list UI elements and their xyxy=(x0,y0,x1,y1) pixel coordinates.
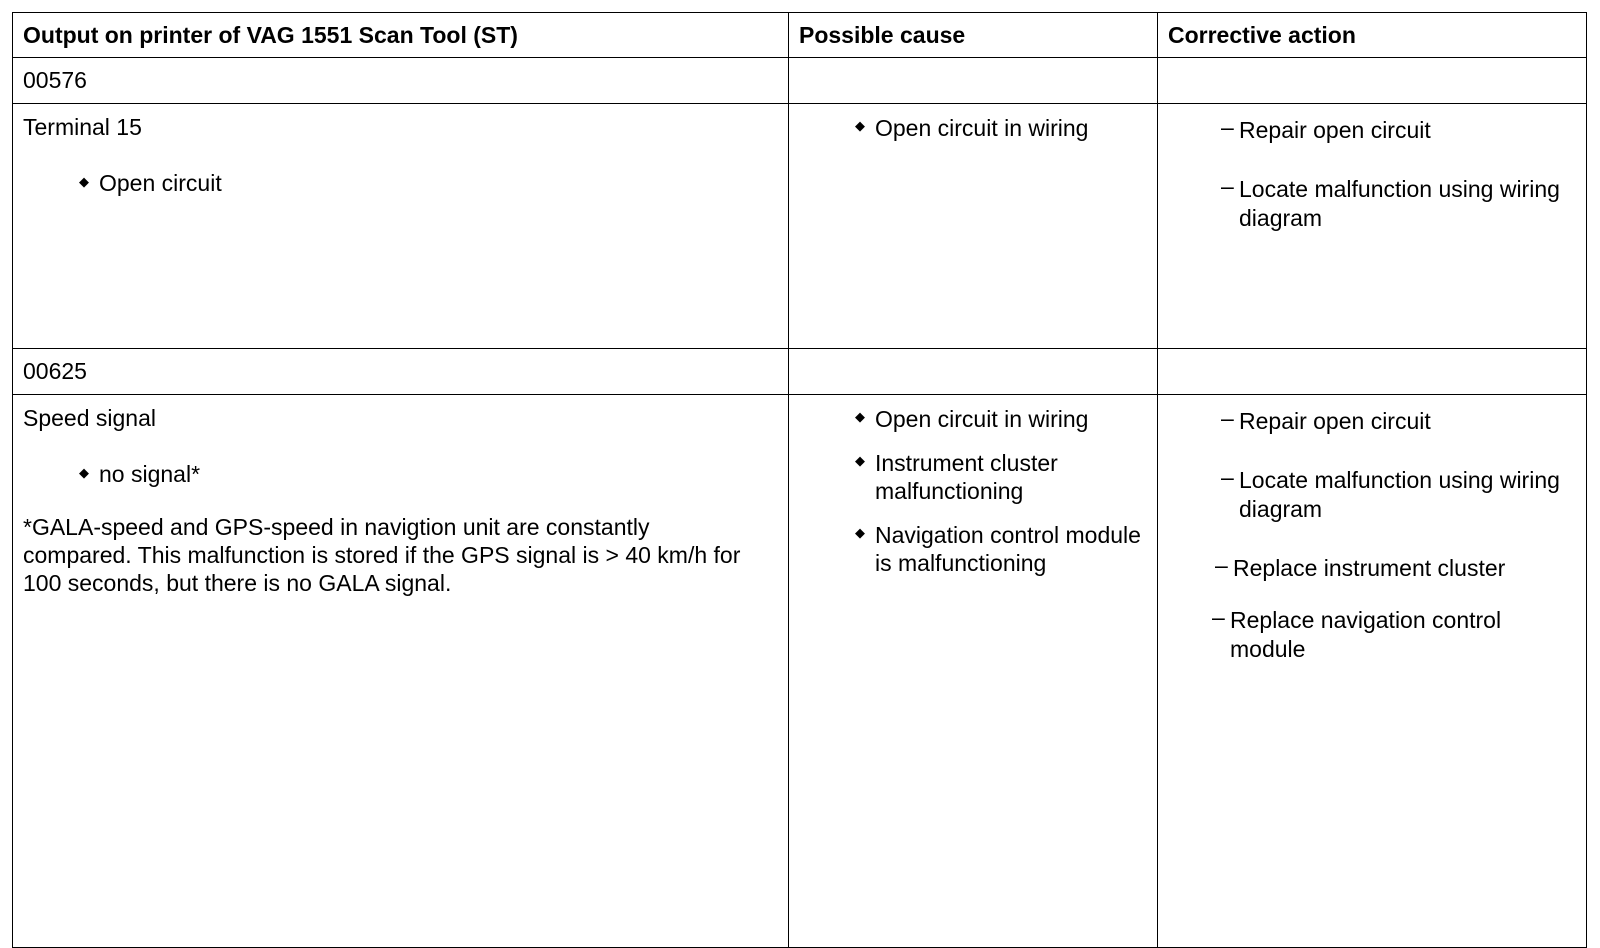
header-action: Corrective action xyxy=(1158,13,1587,58)
diamond-bullet-icon: ◆ xyxy=(79,174,89,189)
diamond-bullet-icon: ◆ xyxy=(79,465,89,480)
cause-text: Open circuit in wiring xyxy=(875,406,1089,432)
output-cell xyxy=(13,395,789,948)
action-text: Replace navigation control module xyxy=(1230,607,1502,662)
action-item xyxy=(1221,116,1576,145)
cause-cell xyxy=(789,395,1158,948)
action-text: Locate malfunction using wiring diagram xyxy=(1239,176,1560,231)
action-text: Repair open circuit xyxy=(1239,117,1431,143)
header-row xyxy=(13,13,1587,58)
component-label: Terminal 15 xyxy=(23,114,142,140)
cause-item xyxy=(855,449,1147,505)
dash-bullet-icon: – xyxy=(1221,114,1234,140)
action-item xyxy=(1221,466,1576,524)
cause-text: Navigation control module is malfunctioning xyxy=(875,522,1141,576)
fault-code: 00576 xyxy=(13,58,789,104)
detail-row xyxy=(13,395,1587,948)
cause-item xyxy=(855,114,1147,142)
diamond-bullet-icon: ◆ xyxy=(855,118,865,133)
cause-item xyxy=(855,521,1147,577)
action-item xyxy=(1212,606,1576,664)
cause-item xyxy=(855,405,1147,433)
condition-item xyxy=(79,461,778,487)
action-item xyxy=(1215,554,1576,583)
condition-item xyxy=(79,170,778,196)
condition-label: no signal* xyxy=(99,461,201,487)
action-text: Repair open circuit xyxy=(1239,408,1431,434)
header-output: Output on printer of VAG 1551 Scan Tool (ST) xyxy=(13,13,789,58)
dash-bullet-icon: – xyxy=(1221,173,1234,199)
action-item xyxy=(1221,175,1576,233)
dtc-table-sheet xyxy=(12,12,1586,922)
detail-row xyxy=(13,104,1587,349)
dtc-table xyxy=(12,12,1587,948)
cause-text: Instrument cluster malfunctioning xyxy=(875,450,1058,504)
diamond-bullet-icon: ◆ xyxy=(855,453,865,468)
cause-cell xyxy=(789,104,1158,349)
header-cause: Possible cause xyxy=(789,13,1158,58)
dash-bullet-icon: – xyxy=(1221,405,1234,431)
component-label: Speed signal xyxy=(23,405,156,431)
code-row xyxy=(13,58,1587,104)
dash-bullet-icon: – xyxy=(1212,604,1225,630)
dash-bullet-icon: – xyxy=(1221,464,1234,490)
fault-code: 00625 xyxy=(13,349,789,395)
code-row xyxy=(13,349,1587,395)
cause-text: Open circuit in wiring xyxy=(875,115,1089,141)
action-item xyxy=(1221,407,1576,436)
action-text: Locate malfunction using wiring diagram xyxy=(1239,467,1560,522)
output-cell xyxy=(13,104,789,349)
dash-bullet-icon: – xyxy=(1215,552,1228,578)
action-cell xyxy=(1158,104,1587,349)
footnote: *GALA-speed and GPS-speed in navigtion unit are constantly compared. This malfunction is stored if the GPS signal is > 40 km/h for 100 seconds, but there is no GALA signal. xyxy=(23,514,741,596)
action-text: Replace instrument cluster xyxy=(1233,555,1506,581)
condition-label: Open circuit xyxy=(99,170,222,196)
diamond-bullet-icon: ◆ xyxy=(855,409,865,424)
diamond-bullet-icon: ◆ xyxy=(855,525,865,540)
action-cell xyxy=(1158,395,1587,948)
